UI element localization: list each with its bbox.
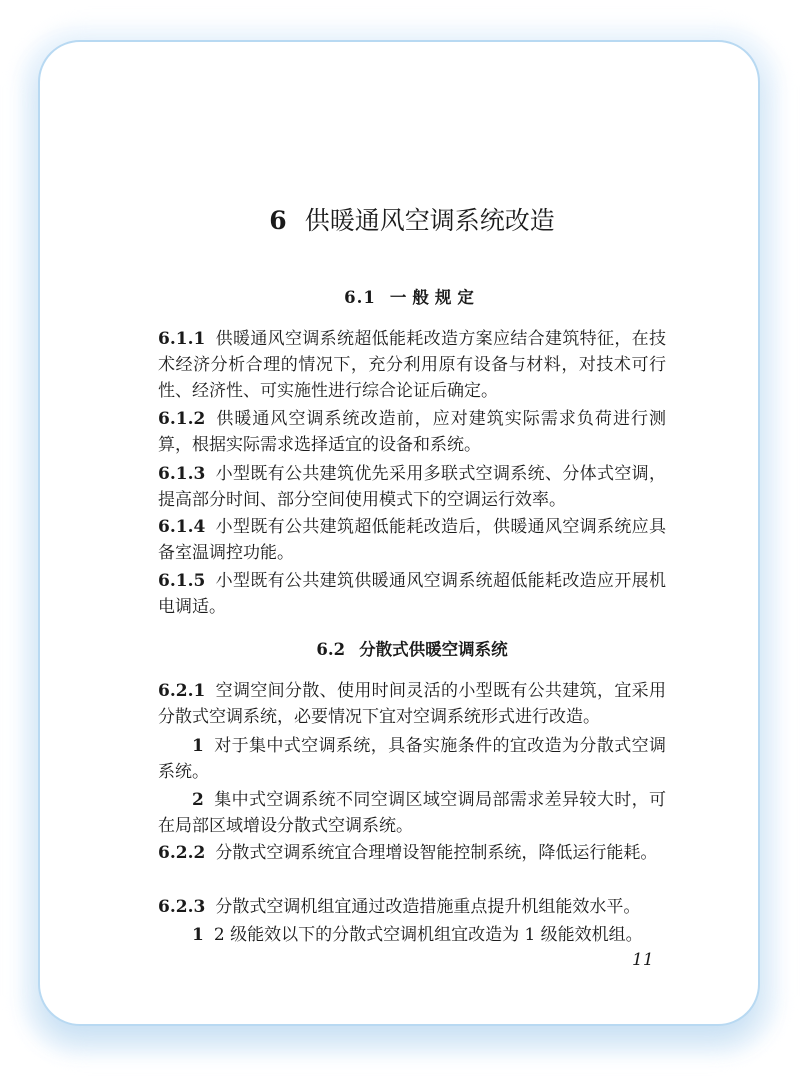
section-title: 分散式供暖空调系统 bbox=[359, 640, 508, 659]
clause-6-1-5 bbox=[158, 568, 666, 620]
item-text: 对于集中式空调系统，具备实施条件的宜改造为分散式空调系统。 bbox=[158, 736, 666, 782]
clause-number: 6.2.3 bbox=[158, 897, 206, 917]
chapter-title: 供暖通风空调系统改造 bbox=[304, 206, 555, 235]
clause-text: 供暖通风空调系统超低能耗改造方案应结合建筑特征，在技术经济分析合理的情况下，充分利用原有设备与材料，对技术可行性、经济性、可实施性进行综合论证后确定。 bbox=[158, 329, 666, 401]
clause-number: 6.1.2 bbox=[158, 409, 206, 429]
clause-text: 分散式空调系统宜合理增设智能控制系统，降低运行能耗。 bbox=[215, 843, 658, 863]
item-number: 1 bbox=[192, 736, 204, 756]
item-number: 2 bbox=[192, 790, 204, 810]
clause-6-2-1 bbox=[158, 678, 666, 730]
clause-6-1-1 bbox=[158, 326, 666, 404]
item-text: 2 级能效以下的分散式空调机组宜改造为 1 级能效机组。 bbox=[213, 925, 643, 945]
clause-6-2-1-item-1 bbox=[158, 733, 666, 785]
clause-6-1-2 bbox=[158, 406, 666, 458]
clause-number: 6.1.5 bbox=[158, 571, 206, 591]
clause-6-1-4 bbox=[158, 514, 666, 566]
clause-number: 6.1.4 bbox=[158, 517, 206, 537]
clause-6-2-2 bbox=[158, 840, 666, 866]
clause-number: 6.1.3 bbox=[158, 464, 206, 484]
page-number: 11 bbox=[632, 950, 654, 970]
clause-text: 供暖通风空调系统改造前，应对建筑实际需求负荷进行测算，根据实际需求选择适宜的设备和系统。 bbox=[158, 409, 666, 455]
clause-number: 6.2.1 bbox=[158, 681, 206, 701]
section-heading-6-2 bbox=[158, 638, 666, 662]
item-number: 1 bbox=[192, 925, 204, 945]
chapter-heading bbox=[158, 204, 666, 238]
clause-text: 分散式空调机组宜通过改造措施重点提升机组能效水平。 bbox=[215, 897, 641, 917]
section-number: 6.2 bbox=[316, 640, 346, 659]
item-text: 集中式空调系统不同空调区域空调局部需求差异较大时，可在局部区域增设分散式空调系统。 bbox=[158, 790, 666, 836]
clause-number: 6.1.1 bbox=[158, 329, 206, 349]
chapter-number: 6 bbox=[269, 206, 287, 235]
clause-number: 6.2.2 bbox=[158, 843, 206, 863]
section-title: 一般规定 bbox=[389, 288, 480, 307]
clause-text: 小型既有公共建筑超低能耗改造后，供暖通风空调系统应具备室温调控功能。 bbox=[158, 517, 666, 563]
clause-text: 小型既有公共建筑优先采用多联式空调系统、分体式空调，提高部分时间、部分空间使用模式下的空调运行效率。 bbox=[158, 464, 666, 510]
section-heading-6-1 bbox=[158, 286, 666, 310]
clause-text: 空调空间分散、使用时间灵活的小型既有公共建筑，宜采用分散式空调系统，必要情况下宜对空调系统形式进行改造。 bbox=[158, 681, 666, 727]
clause-6-2-3-item-1 bbox=[158, 922, 666, 948]
clause-6-2-1-item-2 bbox=[158, 787, 666, 839]
clause-text: 小型既有公共建筑供暖通风空调系统超低能耗改造应开展机电调适。 bbox=[158, 571, 666, 617]
clause-6-2-3 bbox=[158, 894, 666, 920]
clause-6-1-3 bbox=[158, 461, 666, 513]
section-number: 6.1 bbox=[344, 288, 376, 307]
